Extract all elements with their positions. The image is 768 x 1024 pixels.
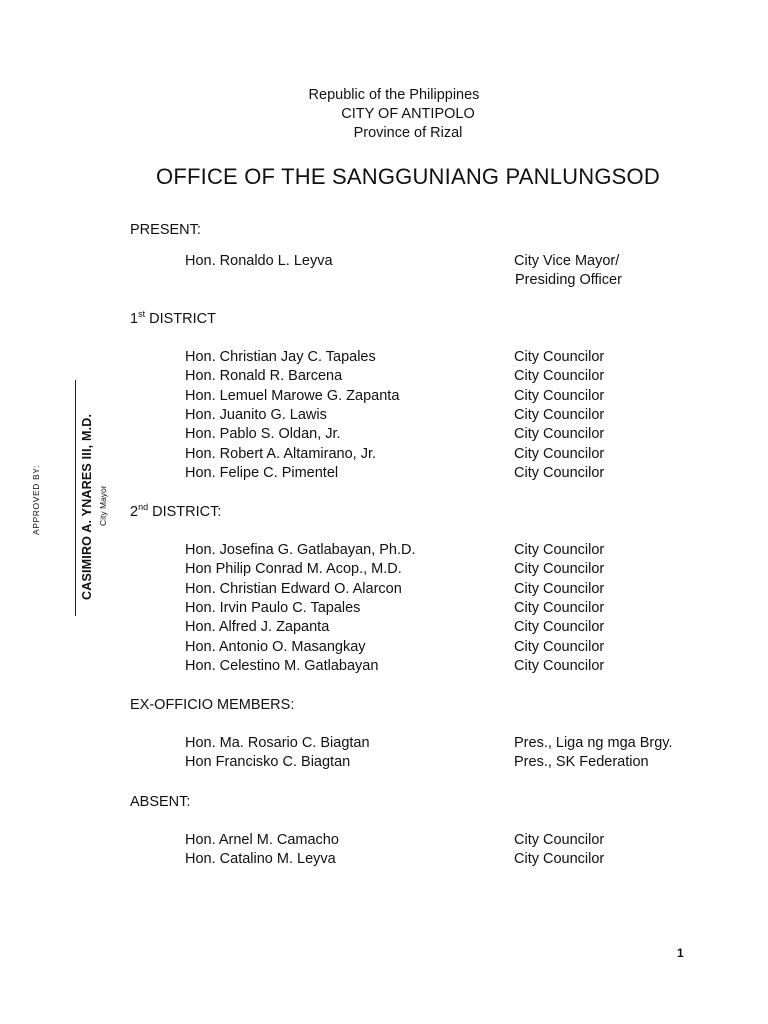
signature-line <box>75 380 76 616</box>
member-row <box>0 638 768 657</box>
presiding-title-1: City Vice Mayor/ <box>514 253 620 269</box>
member-row <box>0 348 768 367</box>
member-name: Hon. Ma. Rosario C. Biagtan <box>185 735 370 751</box>
member-name: Hon. Arnel M. Camacho <box>185 832 339 848</box>
member-position: City Councilor <box>514 657 605 674</box>
member-row <box>0 560 768 579</box>
approved-by-label: APPROVED BY: <box>31 464 41 535</box>
member-position: Pres., SK Federation <box>514 754 649 771</box>
member-name: Hon. Alfred J. Zapanta <box>185 619 330 636</box>
district1-heading <box>130 310 216 329</box>
member-position: Pres., Liga ng mga Brgy. <box>514 735 673 751</box>
member-position: City Councilor <box>514 426 605 443</box>
district1-number: 1 <box>130 311 139 327</box>
member-position: City Councilor <box>514 445 605 462</box>
member-position: City Councilor <box>514 851 605 868</box>
member-name: Hon. Antonio O. Masangkay <box>185 638 366 655</box>
presiding-row <box>0 252 768 271</box>
member-row <box>0 367 768 386</box>
absent-heading: ABSENT: <box>130 794 191 810</box>
district1-label: DISTRICT <box>145 311 216 327</box>
member-position: City Councilor <box>514 368 605 385</box>
member-row <box>0 618 768 637</box>
member-position: City Councilor <box>514 580 605 597</box>
presiding-row-2 <box>0 271 768 290</box>
member-row <box>0 599 768 618</box>
member-name: Hon. Juanito G. Lawis <box>185 406 327 423</box>
presiding-title-2: Presiding Officer <box>515 272 622 288</box>
member-row <box>0 831 768 850</box>
member-row <box>0 541 768 560</box>
member-row <box>0 850 768 869</box>
member-row <box>0 734 768 753</box>
office-title: OFFICE OF THE SANGGUNIANG PANLUNGSOD <box>156 164 660 189</box>
member-name: Hon Francisko C. Biagtan <box>185 754 351 771</box>
member-position: City Councilor <box>514 619 605 636</box>
member-row <box>0 406 768 425</box>
page-number: 1 <box>677 946 684 960</box>
member-position: City Councilor <box>514 832 605 848</box>
district2-suffix: nd <box>138 502 149 513</box>
member-name: Hon. Pablo S. Oldan, Jr. <box>185 426 341 443</box>
member-position: City Councilor <box>514 542 605 558</box>
member-row <box>0 445 768 464</box>
header-province: Province of Rizal <box>353 125 463 141</box>
member-name: Hon. Ronald R. Barcena <box>185 368 343 385</box>
member-name: Hon. Josefina G. Gatlabayan, Ph.D. <box>185 542 416 558</box>
present-label: PRESENT: <box>130 222 201 238</box>
member-position: City Councilor <box>514 599 605 616</box>
district2-heading <box>130 503 221 522</box>
header-city: CITY OF ANTIPOLO <box>341 106 475 122</box>
mayor-name: CASIMIRO A. YNARES III, M.D. <box>80 413 94 600</box>
member-name: Hon. Christian Jay C. Tapales <box>185 349 376 365</box>
member-name: Hon Philip Conrad M. Acop., M.D. <box>185 561 402 578</box>
district2-label: DISTRICT: <box>148 504 222 520</box>
member-name: Hon. Robert A. Altamirano, Jr. <box>185 445 377 462</box>
member-row <box>0 657 768 676</box>
member-row <box>0 580 768 599</box>
member-name: Hon. Irvin Paulo C. Tapales <box>185 599 361 616</box>
header-republic: Republic of the Philippines <box>308 87 480 103</box>
member-position: City Councilor <box>514 638 605 655</box>
district2-number: 2 <box>130 504 139 520</box>
member-row <box>0 753 768 772</box>
member-name: Hon. Lemuel Marowe G. Zapanta <box>185 387 400 404</box>
ex-officio-heading: EX-OFFICIO MEMBERS: <box>130 697 295 713</box>
district1-suffix: st <box>138 309 146 320</box>
member-name: Hon. Celestino M. Gatlabayan <box>185 657 379 674</box>
member-name: Hon. Felipe C. Pimentel <box>185 464 339 481</box>
member-row <box>0 425 768 444</box>
mayor-title: City Mayor <box>98 485 108 526</box>
member-row <box>0 464 768 483</box>
presiding-name: Hon. Ronaldo L. Leyva <box>185 253 333 269</box>
member-position: City Councilor <box>514 464 605 481</box>
member-position: City Councilor <box>514 387 605 404</box>
member-name: Hon. Christian Edward O. Alarcon <box>185 580 402 597</box>
member-name: Hon. Catalino M. Leyva <box>185 851 336 868</box>
member-position: City Councilor <box>514 349 605 365</box>
member-position: City Councilor <box>514 561 605 578</box>
member-row <box>0 387 768 406</box>
member-position: City Councilor <box>514 406 605 423</box>
